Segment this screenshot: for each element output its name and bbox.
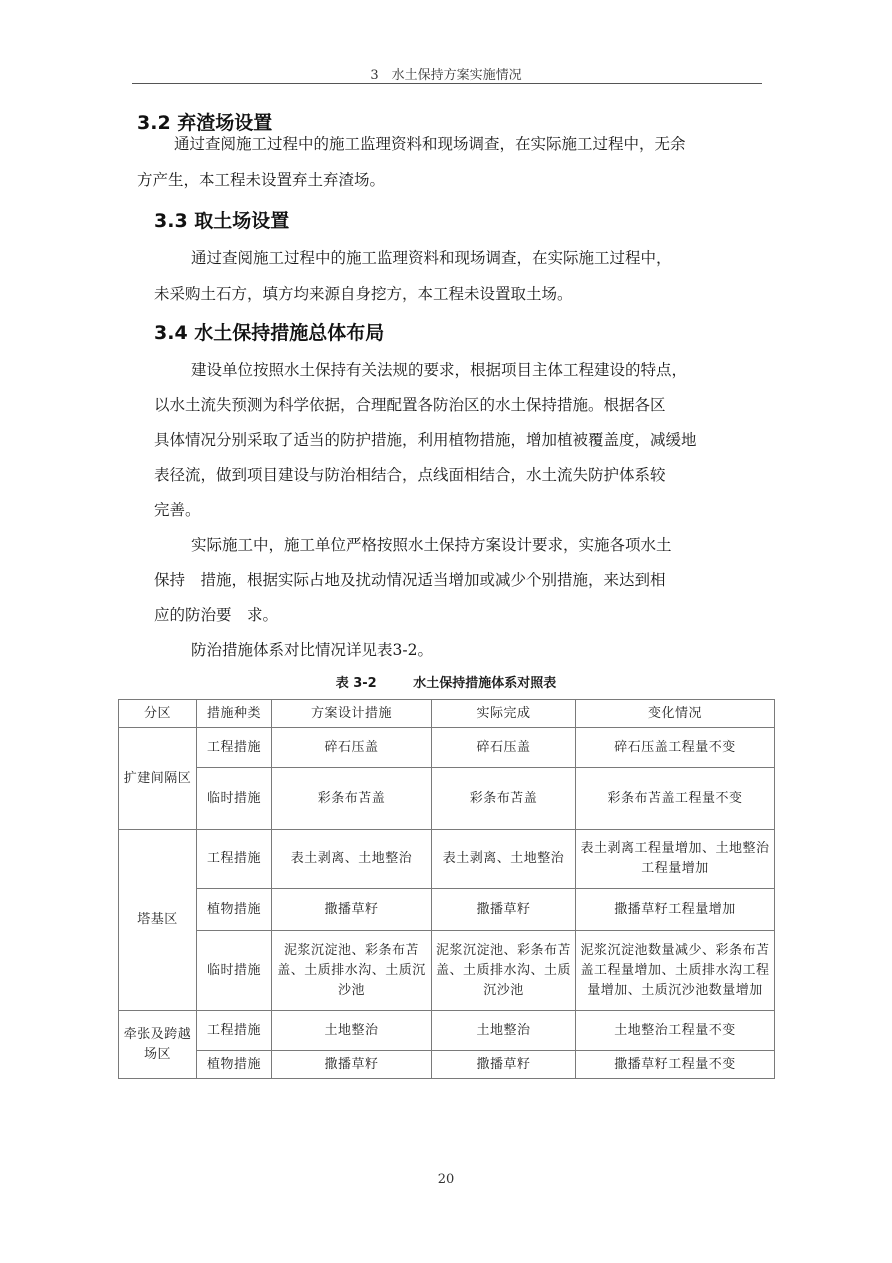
paragraph-line: 以水土流失预测为科学依据，合理配置各防治区的水土保持措施。根据各区: [154, 396, 666, 414]
table-row: [119, 1051, 775, 1079]
table-row: [119, 1011, 775, 1051]
paragraph-line: 保持 措施，根据实际占地及扰动情况适当增加或减少个别措施，来达到相: [154, 571, 666, 589]
table-header-cell: 分区: [119, 700, 197, 728]
paragraph-line: 通过查阅施工过程中的施工监理资料和现场调查，在实际施工过程中，无余: [174, 135, 686, 153]
zone-cell: 扩建间隔区: [119, 728, 197, 830]
zone-cell: 牵张及跨越场区: [119, 1011, 197, 1079]
table-cell: 泥浆沉淀池、彩条布苫盖、土质排水沟、土质沉沙池: [432, 931, 576, 1011]
paragraph-line: 实际施工中，施工单位严格按照水土保持方案设计要求，实施各项水土: [191, 536, 672, 554]
zone-cell: 塔基区: [119, 830, 197, 1011]
table-cell: 土地整治: [272, 1011, 432, 1051]
table-cell: 碎石压盖: [432, 728, 576, 768]
paragraph-line: 未采购土石方，填方均来源自身挖方，本工程未设置取土场。: [154, 285, 573, 303]
table-row: [119, 889, 775, 931]
table-cell: 撒播草籽工程量不变: [576, 1051, 775, 1079]
table-cell: 彩条布苫盖: [272, 768, 432, 830]
table-caption-title: 水土保持措施体系对照表: [413, 676, 557, 691]
table-header-cell: 方案设计措施: [272, 700, 432, 728]
table-cell: 彩条布苫盖: [432, 768, 576, 830]
paragraph-line: 具体情况分别采取了适当的防护措施，利用植物措施，增加植被覆盖度，减缓地: [154, 431, 697, 449]
table-cell: 撒播草籽: [272, 889, 432, 931]
table-header-cell: 措施种类: [197, 700, 272, 728]
table-cell: 表土剥离工程量增加、土地整治工程量增加: [576, 830, 775, 889]
table-cell: 碎石压盖工程量不变: [576, 728, 775, 768]
header-rule: [132, 83, 762, 84]
table-cell: 植物措施: [197, 1051, 272, 1079]
table-cell: 植物措施: [197, 889, 272, 931]
table-row: [119, 768, 775, 830]
table-cell: 碎石压盖: [272, 728, 432, 768]
paragraph-line: 应的防治要 求。: [154, 606, 279, 624]
section-heading-3-2: 3.2 弃渣场设置: [137, 112, 273, 134]
page-number: 20: [437, 1172, 455, 1187]
table-cell: 撒播草籽: [272, 1051, 432, 1079]
table-cell: 临时措施: [197, 931, 272, 1011]
table-cell: 临时措施: [197, 768, 272, 830]
table-header-row: [119, 700, 775, 728]
section-heading-3-3: 3.3 取土场设置: [154, 210, 290, 232]
paragraph-line: 方产生，本工程未设置弃土弃渣场。: [137, 171, 386, 189]
table-cell: 撒播草籽工程量增加: [576, 889, 775, 931]
table-cell: 表土剥离、土地整治: [432, 830, 576, 889]
table-row: [119, 830, 775, 889]
table-cell: 工程措施: [197, 830, 272, 889]
table-cell: 撒播草籽: [432, 1051, 576, 1079]
table-cell: 泥浆沉淀池数量减少、彩条布苫盖工程量增加、土质排水沟工程量增加、土质沉沙池数量增加: [576, 931, 775, 1011]
paragraph-line: 建设单位按照水土保持有关法规的要求，根据项目主体工程建设的特点，: [191, 361, 688, 379]
table-cell: 工程措施: [197, 728, 272, 768]
paragraph-line: 表径流，做到项目建设与防治相结合，点线面相结合，水土流失防护体系较: [154, 466, 666, 484]
running-header: 3 水土保持方案实施情况: [370, 68, 522, 83]
table-cell: 工程措施: [197, 1011, 272, 1051]
table-cell: 土地整治工程量不变: [576, 1011, 775, 1051]
table-caption-number: 表 3-2: [335, 676, 377, 691]
table-header-cell: 变化情况: [576, 700, 775, 728]
measures-comparison-table: [118, 699, 775, 1079]
section-heading-3-4: 3.4 水土保持措施总体布局: [154, 322, 385, 344]
paragraph-line: 完善。: [154, 501, 201, 519]
table-row: [119, 931, 775, 1011]
table-cell: 撒播草籽: [432, 889, 576, 931]
table-row: [119, 728, 775, 768]
table-header-cell: 实际完成: [432, 700, 576, 728]
table-cell: 土地整治: [432, 1011, 576, 1051]
table-caption: [0, 672, 892, 691]
paragraph-line: 通过查阅施工过程中的施工监理资料和现场调查，在实际施工过程中，: [191, 249, 672, 267]
paragraph-line: 防治措施体系对比情况详见表3-2。: [191, 641, 433, 659]
table-cell: 泥浆沉淀池、彩条布苫盖、土质排水沟、土质沉沙池: [272, 931, 432, 1011]
table-cell: 表土剥离、土地整治: [272, 830, 432, 889]
table-cell: 彩条布苫盖工程量不变: [576, 768, 775, 830]
